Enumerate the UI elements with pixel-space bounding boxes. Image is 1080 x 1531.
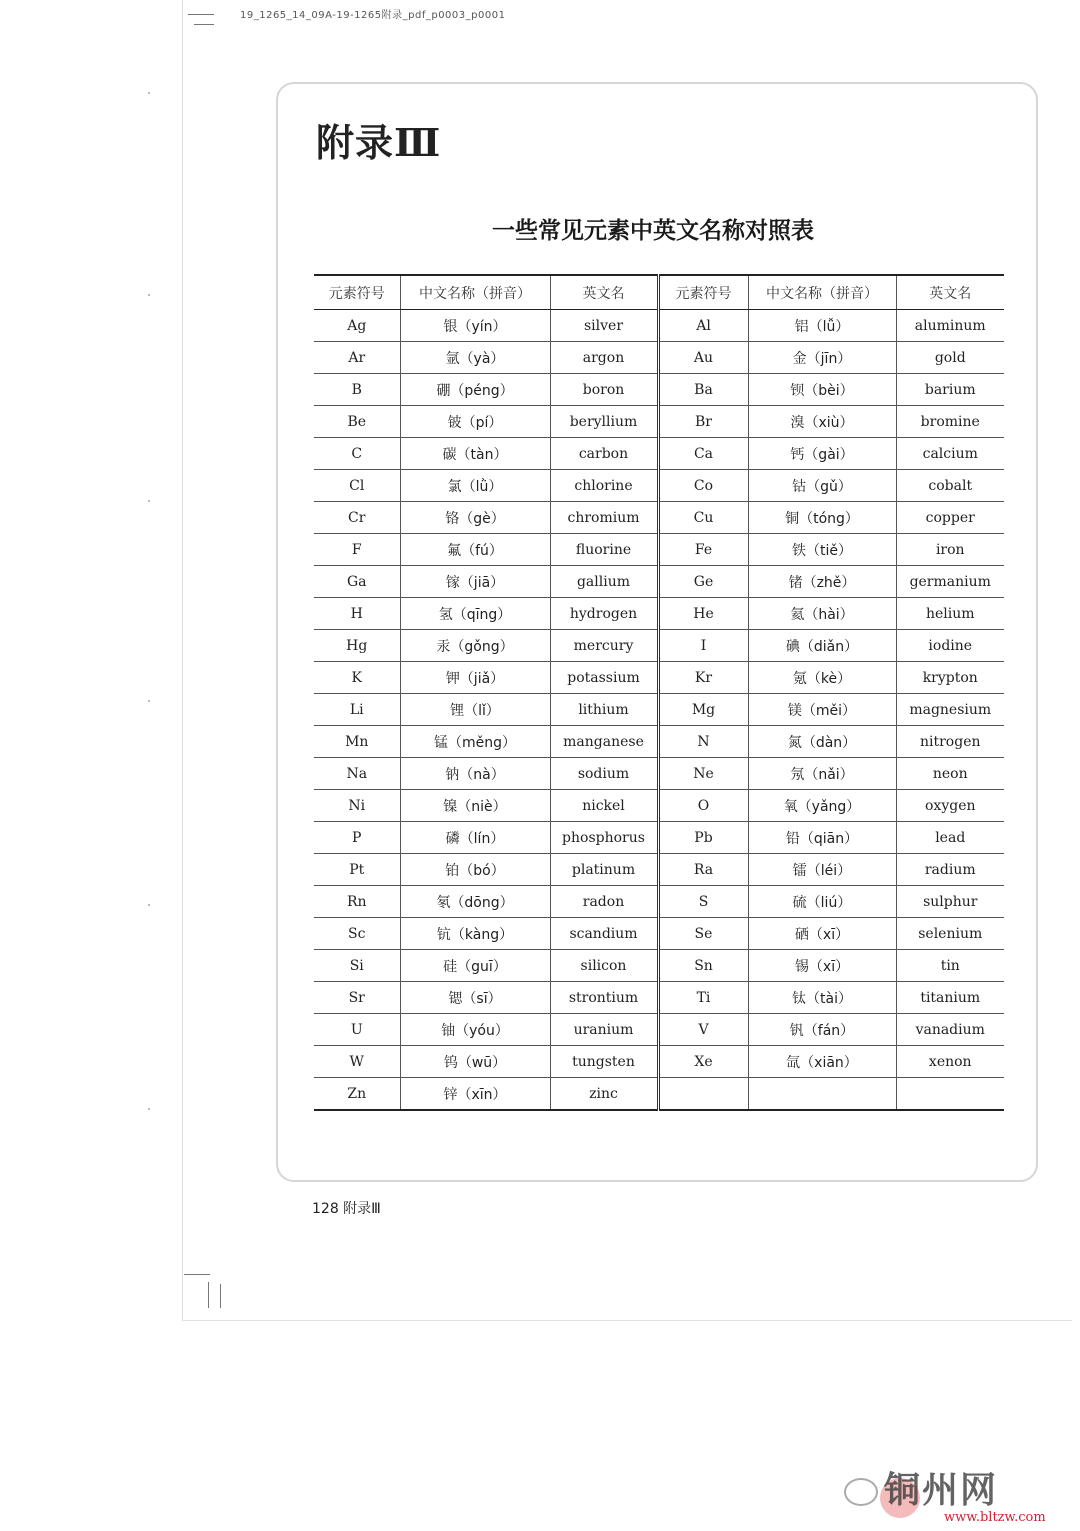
chinese-name-cell: 氪（kè）	[748, 662, 896, 694]
chinese-name-cell: 锰（měng）	[400, 726, 550, 758]
symbol-cell: Cu	[658, 502, 748, 534]
english-name-cell: titanium	[896, 982, 1004, 1014]
symbol-cell: Rn	[314, 886, 400, 918]
symbol-cell: W	[314, 1046, 400, 1078]
element-table-container	[314, 274, 1004, 1111]
english-name-cell: silver	[550, 310, 658, 342]
english-name-cell: beryllium	[550, 406, 658, 438]
table-row	[314, 854, 1004, 886]
table-row	[314, 502, 1004, 534]
symbol-cell: K	[314, 662, 400, 694]
table-row	[314, 822, 1004, 854]
chinese-name-cell: 氩（yà）	[400, 342, 550, 374]
symbol-cell: Sc	[314, 918, 400, 950]
column-header: 中文名称（拼音）	[400, 275, 550, 310]
scan-page-edge	[182, 0, 183, 1320]
symbol-cell: Ga	[314, 566, 400, 598]
english-name-cell: bromine	[896, 406, 1004, 438]
english-name-cell: xenon	[896, 1046, 1004, 1078]
english-name-cell: gold	[896, 342, 1004, 374]
english-name-cell: chromium	[550, 502, 658, 534]
margin-dot	[148, 904, 150, 906]
english-name-cell: radium	[896, 854, 1004, 886]
chinese-name-cell: 氡（dōng）	[400, 886, 550, 918]
english-name-cell: nitrogen	[896, 726, 1004, 758]
english-name-cell: barium	[896, 374, 1004, 406]
english-name-cell: oxygen	[896, 790, 1004, 822]
column-header: 中文名称（拼音）	[748, 275, 896, 310]
english-name-cell: calcium	[896, 438, 1004, 470]
table-row	[314, 758, 1004, 790]
chinese-name-cell: 钡（bèi）	[748, 374, 896, 406]
crop-mark-bottom	[184, 1274, 210, 1275]
chinese-name-cell: 铂（bó）	[400, 854, 550, 886]
english-name-cell: helium	[896, 598, 1004, 630]
symbol-cell: Hg	[314, 630, 400, 662]
table-row	[314, 662, 1004, 694]
table-row	[314, 598, 1004, 630]
english-name-cell: gallium	[550, 566, 658, 598]
chinese-name-cell	[748, 1078, 896, 1111]
crop-mark-top	[188, 14, 214, 15]
english-name-cell: radon	[550, 886, 658, 918]
symbol-cell: Cl	[314, 470, 400, 502]
chinese-name-cell: 锡（xī）	[748, 950, 896, 982]
english-name-cell: manganese	[550, 726, 658, 758]
chinese-name-cell: 钛（tài）	[748, 982, 896, 1014]
english-name-cell: lead	[896, 822, 1004, 854]
symbol-cell: Br	[658, 406, 748, 438]
chinese-name-cell: 氢（qīng）	[400, 598, 550, 630]
chinese-name-cell: 碳（tàn）	[400, 438, 550, 470]
chinese-name-cell: 硼（péng）	[400, 374, 550, 406]
table-title: 一些常见元素中英文名称对照表	[492, 217, 814, 244]
margin-dot	[148, 92, 150, 94]
margin-dot	[148, 1108, 150, 1110]
wechat-icon	[844, 1478, 878, 1506]
table-row	[314, 790, 1004, 822]
english-name-cell: germanium	[896, 566, 1004, 598]
symbol-cell: Ti	[658, 982, 748, 1014]
table-row	[314, 982, 1004, 1014]
chinese-name-cell: 铅（qiān）	[748, 822, 896, 854]
english-name-cell: phosphorus	[550, 822, 658, 854]
table-row	[314, 726, 1004, 758]
symbol-cell: Ca	[658, 438, 748, 470]
chinese-name-cell: 氧（yǎng）	[748, 790, 896, 822]
symbol-cell: Pb	[658, 822, 748, 854]
english-name-cell: carbon	[550, 438, 658, 470]
english-name-cell: nickel	[550, 790, 658, 822]
english-name-cell: silicon	[550, 950, 658, 982]
margin-dot	[148, 294, 150, 296]
margin-dot	[148, 500, 150, 502]
symbol-cell: I	[658, 630, 748, 662]
table-row	[314, 374, 1004, 406]
symbol-cell: Ra	[658, 854, 748, 886]
chinese-name-cell: 氮（dàn）	[748, 726, 896, 758]
element-name-table	[314, 274, 1004, 1111]
english-name-cell: cobalt	[896, 470, 1004, 502]
chinese-name-cell: 氟（fú）	[400, 534, 550, 566]
margin-dot	[148, 700, 150, 702]
symbol-cell: Mn	[314, 726, 400, 758]
watermark-url: www.bltzw.com	[944, 1510, 1046, 1525]
symbol-cell: Xe	[658, 1046, 748, 1078]
english-name-cell: vanadium	[896, 1014, 1004, 1046]
chinese-name-cell: 氙（xiān）	[748, 1046, 896, 1078]
symbol-cell: Be	[314, 406, 400, 438]
column-header: 英文名	[896, 275, 1004, 310]
symbol-cell: Sr	[314, 982, 400, 1014]
symbol-cell: Ar	[314, 342, 400, 374]
english-name-cell: strontium	[550, 982, 658, 1014]
chinese-name-cell: 硫（liú）	[748, 886, 896, 918]
chinese-name-cell: 钠（nà）	[400, 758, 550, 790]
english-name-cell: hydrogen	[550, 598, 658, 630]
english-name-cell: sodium	[550, 758, 658, 790]
symbol-cell: P	[314, 822, 400, 854]
english-name-cell: argon	[550, 342, 658, 374]
english-name-cell: potassium	[550, 662, 658, 694]
table-row	[314, 342, 1004, 374]
table-row	[314, 630, 1004, 662]
english-name-cell	[896, 1078, 1004, 1111]
chinese-name-cell: 钾（jiǎ）	[400, 662, 550, 694]
chinese-name-cell: 铝（lǚ）	[748, 310, 896, 342]
english-name-cell: zinc	[550, 1078, 658, 1111]
chinese-name-cell: 钨（wū）	[400, 1046, 550, 1078]
table-row	[314, 694, 1004, 726]
english-name-cell: krypton	[896, 662, 1004, 694]
chinese-name-cell: 锌（xīn）	[400, 1078, 550, 1111]
symbol-cell: Se	[658, 918, 748, 950]
table-row	[314, 918, 1004, 950]
symbol-cell: Ne	[658, 758, 748, 790]
chinese-name-cell: 氯（lǜ）	[400, 470, 550, 502]
english-name-cell: uranium	[550, 1014, 658, 1046]
chinese-name-cell: 钴（gǔ）	[748, 470, 896, 502]
chinese-name-cell: 溴（xiù）	[748, 406, 896, 438]
english-name-cell: lithium	[550, 694, 658, 726]
english-name-cell: iodine	[896, 630, 1004, 662]
symbol-cell: Ag	[314, 310, 400, 342]
chinese-name-cell: 硒（xī）	[748, 918, 896, 950]
table-row	[314, 438, 1004, 470]
chinese-name-cell: 锶（sī）	[400, 982, 550, 1014]
chinese-name-cell: 硅（guī）	[400, 950, 550, 982]
chinese-name-cell: 锗（zhě）	[748, 566, 896, 598]
symbol-cell: Na	[314, 758, 400, 790]
table-body	[314, 310, 1004, 1111]
table-row	[314, 950, 1004, 982]
symbol-cell: Pt	[314, 854, 400, 886]
column-header: 元素符号	[314, 275, 400, 310]
symbol-cell: Ni	[314, 790, 400, 822]
appendix-title: 附录Ⅲ	[316, 120, 442, 165]
chinese-name-cell: 铀（yóu）	[400, 1014, 550, 1046]
chinese-name-cell: 钪（kàng）	[400, 918, 550, 950]
english-name-cell: selenium	[896, 918, 1004, 950]
english-name-cell: aluminum	[896, 310, 1004, 342]
symbol-cell: Kr	[658, 662, 748, 694]
chinese-name-cell: 碘（diǎn）	[748, 630, 896, 662]
symbol-cell: Li	[314, 694, 400, 726]
symbol-cell: He	[658, 598, 748, 630]
table-row	[314, 886, 1004, 918]
chinese-name-cell: 铬（gè）	[400, 502, 550, 534]
chinese-name-cell: 铜（tóng）	[748, 502, 896, 534]
chinese-name-cell: 磷（lín）	[400, 822, 550, 854]
symbol-cell: Co	[658, 470, 748, 502]
watermark-site-name: 铜州网	[884, 1470, 999, 1511]
symbol-cell: Fe	[658, 534, 748, 566]
table-header-row	[314, 275, 1004, 310]
chinese-name-cell: 钒（fán）	[748, 1014, 896, 1046]
chinese-name-cell: 镁（měi）	[748, 694, 896, 726]
english-name-cell: magnesium	[896, 694, 1004, 726]
english-name-cell: tin	[896, 950, 1004, 982]
table-row	[314, 1046, 1004, 1078]
english-name-cell: chlorine	[550, 470, 658, 502]
page-footer: 128 附录Ⅲ	[312, 1201, 381, 1217]
chinese-name-cell: 氖（nǎi）	[748, 758, 896, 790]
table-row	[314, 310, 1004, 342]
chinese-name-cell: 汞（gǒng）	[400, 630, 550, 662]
symbol-cell: Mg	[658, 694, 748, 726]
table-row	[314, 1014, 1004, 1046]
symbol-cell	[658, 1078, 748, 1111]
chinese-name-cell: 铁（tiě）	[748, 534, 896, 566]
chinese-name-cell: 镭（léi）	[748, 854, 896, 886]
symbol-cell: Sn	[658, 950, 748, 982]
chinese-name-cell: 镓（jiā）	[400, 566, 550, 598]
table-row	[314, 406, 1004, 438]
chinese-name-cell: 铍（pí）	[400, 406, 550, 438]
symbol-cell: B	[314, 374, 400, 406]
chinese-name-cell: 金（jīn）	[748, 342, 896, 374]
symbol-cell: Ge	[658, 566, 748, 598]
symbol-cell: Zn	[314, 1078, 400, 1111]
symbol-cell: U	[314, 1014, 400, 1046]
scan-header: 19_1265_14_09A-19-1265附录_pdf_p0003_p0001	[240, 10, 506, 21]
english-name-cell: neon	[896, 758, 1004, 790]
table-row	[314, 470, 1004, 502]
symbol-cell: S	[658, 886, 748, 918]
chinese-name-cell: 镍（niè）	[400, 790, 550, 822]
table-row	[314, 566, 1004, 598]
english-name-cell: scandium	[550, 918, 658, 950]
scan-page-bottom-edge	[182, 1320, 1072, 1321]
chinese-name-cell: 氦（hài）	[748, 598, 896, 630]
symbol-cell: Al	[658, 310, 748, 342]
symbol-cell: C	[314, 438, 400, 470]
crop-mark-bottom-v	[208, 1282, 209, 1308]
english-name-cell: mercury	[550, 630, 658, 662]
crop-mark-bottom-v2	[220, 1284, 221, 1308]
symbol-cell: Au	[658, 342, 748, 374]
english-name-cell: fluorine	[550, 534, 658, 566]
chinese-name-cell: 钙（gài）	[748, 438, 896, 470]
table-row	[314, 1078, 1004, 1111]
symbol-cell: Ba	[658, 374, 748, 406]
english-name-cell: sulphur	[896, 886, 1004, 918]
symbol-cell: V	[658, 1014, 748, 1046]
symbol-cell: Cr	[314, 502, 400, 534]
english-name-cell: boron	[550, 374, 658, 406]
english-name-cell: iron	[896, 534, 1004, 566]
english-name-cell: copper	[896, 502, 1004, 534]
chinese-name-cell: 锂（lǐ）	[400, 694, 550, 726]
english-name-cell: platinum	[550, 854, 658, 886]
symbol-cell: H	[314, 598, 400, 630]
symbol-cell: F	[314, 534, 400, 566]
symbol-cell: O	[658, 790, 748, 822]
column-header: 英文名	[550, 275, 658, 310]
column-header: 元素符号	[658, 275, 748, 310]
chinese-name-cell: 银（yín）	[400, 310, 550, 342]
table-row	[314, 534, 1004, 566]
symbol-cell: Si	[314, 950, 400, 982]
symbol-cell: N	[658, 726, 748, 758]
english-name-cell: tungsten	[550, 1046, 658, 1078]
crop-mark-top-2	[194, 24, 214, 25]
